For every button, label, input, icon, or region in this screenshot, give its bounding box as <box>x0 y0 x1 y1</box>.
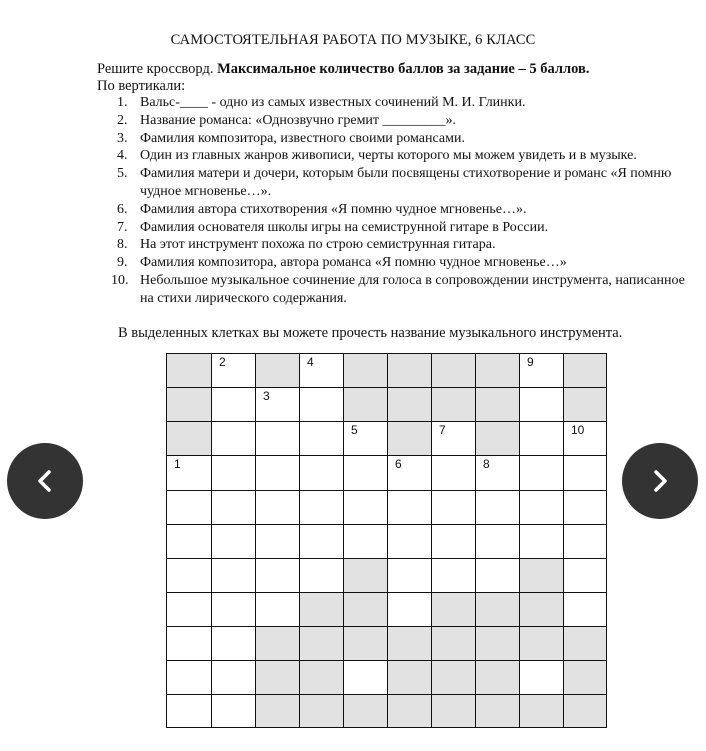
question-text: Фамилия автора стихотворения «Я помню чудное мгновенье…». <box>140 201 527 217</box>
question-item <box>97 201 687 219</box>
crossword-cell-highlighted[interactable] <box>519 592 564 627</box>
crossword-cell[interactable] <box>299 558 344 593</box>
crossword-cell[interactable] <box>519 387 564 422</box>
crossword-cell-highlighted[interactable] <box>343 592 388 627</box>
crossword-cell-highlighted[interactable] <box>519 694 564 728</box>
crossword-cell-highlighted[interactable] <box>431 387 476 422</box>
crossword-cell-highlighted[interactable] <box>343 387 388 422</box>
crossword-cell[interactable] <box>475 524 520 559</box>
crossword-cell[interactable] <box>255 387 300 422</box>
crossword-cell[interactable] <box>343 524 388 559</box>
crossword-cell[interactable] <box>211 421 256 456</box>
crossword-cell[interactable] <box>343 490 388 525</box>
question-number: 7. <box>117 219 128 235</box>
crossword-cell[interactable] <box>255 524 300 559</box>
crossword-cell[interactable] <box>255 592 300 627</box>
crossword-cell-highlighted[interactable] <box>387 660 432 695</box>
question-text: Фамилия основателя школы игры на семиструнной гитаре в России. <box>140 219 549 235</box>
question-text: Вальс-____ - одно из самых известных сочинений М. И. Глинки. <box>140 95 526 110</box>
question-item <box>97 94 687 112</box>
crossword-cell-highlighted[interactable] <box>166 387 212 422</box>
question-text: Фамилия композитора, автора романса «Я помню чудное мгновенье…» <box>140 255 567 271</box>
crossword-cell[interactable] <box>166 592 212 627</box>
crossword-cell[interactable] <box>299 387 344 422</box>
crossword-cell-highlighted[interactable] <box>475 387 520 422</box>
question-text: Фамилия композитора, известного своими романсами. <box>140 130 465 146</box>
crossword-cell[interactable] <box>255 421 300 456</box>
chevron-right-icon <box>645 466 675 496</box>
crossword-cell[interactable] <box>166 694 212 728</box>
crossword-cell[interactable] <box>299 353 344 388</box>
crossword-cell-highlighted[interactable] <box>299 660 344 695</box>
crossword-cell[interactable] <box>211 558 256 593</box>
crossword-cell[interactable] <box>387 490 432 525</box>
crossword-cell-highlighted[interactable] <box>166 353 212 388</box>
crossword-cell-highlighted[interactable] <box>431 660 476 695</box>
crossword-cell-highlighted[interactable] <box>387 353 432 388</box>
crossword-cell[interactable] <box>387 524 432 559</box>
crossword-cell[interactable] <box>475 455 520 491</box>
crossword-cell[interactable] <box>343 421 388 456</box>
chevron-left-icon <box>30 466 60 496</box>
question-number: 4. <box>117 148 128 164</box>
crossword-cell[interactable] <box>211 592 256 627</box>
crossword-cell-highlighted[interactable] <box>343 694 388 728</box>
question-item <box>97 165 687 201</box>
crossword-cell-highlighted[interactable] <box>387 626 432 661</box>
crossword-cell-highlighted[interactable] <box>387 421 432 456</box>
crossword-cell[interactable] <box>343 455 388 491</box>
question-number: 8. <box>117 237 128 253</box>
task-intro <box>97 61 589 95</box>
crossword-cell[interactable] <box>211 660 256 695</box>
question-number: 10. <box>111 272 129 288</box>
question-text: Один из главных жанров живописи, черты которого мы можем увидеть и в музыке. <box>140 148 637 164</box>
crossword-cell-highlighted[interactable] <box>563 387 607 422</box>
crossword-cell-highlighted[interactable] <box>299 592 344 627</box>
crossword-cell-highlighted[interactable] <box>343 353 388 388</box>
crossword-cell[interactable] <box>211 626 256 661</box>
crossword-cell[interactable] <box>563 490 607 525</box>
crossword-cell[interactable] <box>255 455 300 491</box>
crossword-cell[interactable] <box>431 524 476 559</box>
question-number: 5. <box>117 166 128 182</box>
crossword-cell[interactable] <box>475 558 520 593</box>
crossword-cell[interactable] <box>166 558 212 593</box>
crossword-cell[interactable] <box>166 455 212 491</box>
crossword-cell-highlighted[interactable] <box>343 626 388 661</box>
crossword-cell-highlighted[interactable] <box>563 694 607 728</box>
crossword-cell-highlighted[interactable] <box>563 626 607 661</box>
crossword-cell-highlighted[interactable] <box>475 421 520 456</box>
crossword-cell-highlighted[interactable] <box>299 626 344 661</box>
crossword-cell-highlighted[interactable] <box>431 626 476 661</box>
crossword-cell[interactable] <box>519 455 564 491</box>
question-number: 3. <box>117 130 128 146</box>
clue-number: 7 <box>439 423 446 437</box>
crossword-cell-highlighted[interactable] <box>563 353 607 388</box>
crossword-cell[interactable] <box>431 558 476 593</box>
crossword-cell[interactable] <box>431 490 476 525</box>
question-item <box>97 254 687 272</box>
question-item <box>97 219 687 237</box>
instruction-line <box>97 61 589 78</box>
crossword-cell-highlighted[interactable] <box>255 353 300 388</box>
crossword-grid <box>166 353 606 727</box>
crossword-cell[interactable] <box>166 660 212 695</box>
crossword-cell[interactable] <box>255 558 300 593</box>
question-item <box>97 130 687 148</box>
crossword-cell-highlighted[interactable] <box>431 694 476 728</box>
clue-number: 2 <box>219 355 226 369</box>
crossword-cell[interactable] <box>343 660 388 695</box>
crossword-cell[interactable] <box>519 490 564 525</box>
question-number: 2. <box>117 112 128 128</box>
outro-text: В выделенных клетках вы можете прочесть название музыкального инструмента. <box>118 325 623 341</box>
clue-number: 9 <box>527 355 534 369</box>
crossword-cell[interactable] <box>387 558 432 593</box>
crossword-cell[interactable] <box>299 524 344 559</box>
question-text: Название романса: «Однозвучно гремит _________». <box>140 112 457 128</box>
crossword-cell-highlighted[interactable] <box>475 694 520 728</box>
question-text: Небольшое музыкальное сочинение для голоса в сопровождении инструмента, написанное на стихи лирического содержания. <box>140 272 685 306</box>
crossword-cell-highlighted[interactable] <box>255 660 300 695</box>
crossword-cell[interactable] <box>563 455 607 491</box>
crossword-cell-highlighted[interactable] <box>519 626 564 661</box>
crossword-cell[interactable] <box>299 455 344 491</box>
crossword-cell-highlighted[interactable] <box>431 592 476 627</box>
crossword-cell[interactable] <box>519 421 564 456</box>
next-button[interactable] <box>622 443 698 519</box>
instruction-text: Решите кроссворд. <box>97 61 218 77</box>
clue-number: 3 <box>263 389 270 403</box>
crossword-cell-highlighted[interactable] <box>519 558 564 593</box>
crossword-cell-highlighted[interactable] <box>475 353 520 388</box>
crossword-cell[interactable] <box>563 524 607 559</box>
clue-number: 1 <box>174 457 181 471</box>
crossword-cell[interactable] <box>255 490 300 525</box>
crossword-cell[interactable] <box>387 592 432 627</box>
crossword-cell[interactable] <box>563 592 607 627</box>
question-text: Фамилия матери и дочери, которым были посвящены стихотворение и романс «Я помню чудное мгновенье…». <box>140 166 672 199</box>
question-list <box>97 94 687 308</box>
max-points-text: Максимальное количество баллов за задание – 5 баллов. <box>217 61 590 77</box>
previous-button[interactable] <box>7 443 83 519</box>
crossword-cell[interactable] <box>387 455 432 491</box>
clue-number: 6 <box>395 457 402 471</box>
crossword-cell[interactable] <box>431 455 476 491</box>
question-number: 9. <box>117 255 128 271</box>
crossword-cell[interactable] <box>519 524 564 559</box>
crossword-cell[interactable] <box>211 694 256 728</box>
crossword-cell[interactable] <box>211 455 256 491</box>
question-item <box>97 147 687 165</box>
crossword-cell-highlighted[interactable] <box>255 694 300 728</box>
crossword-cell[interactable] <box>166 524 212 559</box>
crossword-cell[interactable] <box>211 353 256 388</box>
page-title: САМОСТОЯТЕЛЬНАЯ РАБОТА ПО МУЗЫКЕ, 6 КЛАСС <box>170 32 536 48</box>
crossword-cell[interactable] <box>475 490 520 525</box>
crossword-cell[interactable] <box>563 421 607 456</box>
crossword-cell-highlighted[interactable] <box>166 421 212 456</box>
crossword-cell[interactable] <box>431 421 476 456</box>
vertical-heading: По вертикали: <box>97 78 186 94</box>
crossword-cell-highlighted[interactable] <box>387 694 432 728</box>
crossword-cell-highlighted[interactable] <box>255 626 300 661</box>
crossword-cell[interactable] <box>519 660 564 695</box>
crossword-cell[interactable] <box>299 421 344 456</box>
crossword-cell-highlighted[interactable] <box>343 558 388 593</box>
crossword-cell[interactable] <box>299 490 344 525</box>
crossword-cell[interactable] <box>166 626 212 661</box>
crossword-cell-highlighted[interactable] <box>475 626 520 661</box>
crossword-cell[interactable] <box>211 524 256 559</box>
crossword-cell[interactable] <box>519 353 564 388</box>
clue-number: 4 <box>307 355 314 369</box>
question-item <box>97 272 687 308</box>
clue-number: 10 <box>571 423 585 437</box>
crossword-cell-highlighted[interactable] <box>475 592 520 627</box>
question-text: На этот инструмент похожа по строю семиструнная гитара. <box>140 237 496 253</box>
question-item <box>97 112 687 130</box>
crossword-cell[interactable] <box>211 490 256 525</box>
crossword-cell[interactable] <box>166 490 212 525</box>
clue-number: 5 <box>351 423 358 437</box>
crossword-cell[interactable] <box>211 387 256 422</box>
crossword-cell-highlighted[interactable] <box>299 694 344 728</box>
crossword-cell[interactable] <box>563 558 607 593</box>
crossword-cell-highlighted[interactable] <box>387 387 432 422</box>
clue-number: 8 <box>483 457 490 471</box>
crossword-cell-highlighted[interactable] <box>475 660 520 695</box>
question-number: 6. <box>117 201 128 217</box>
question-item <box>97 236 687 254</box>
crossword-cell-highlighted[interactable] <box>563 660 607 695</box>
crossword-cell-highlighted[interactable] <box>431 353 476 388</box>
question-number: 1. <box>117 95 128 110</box>
